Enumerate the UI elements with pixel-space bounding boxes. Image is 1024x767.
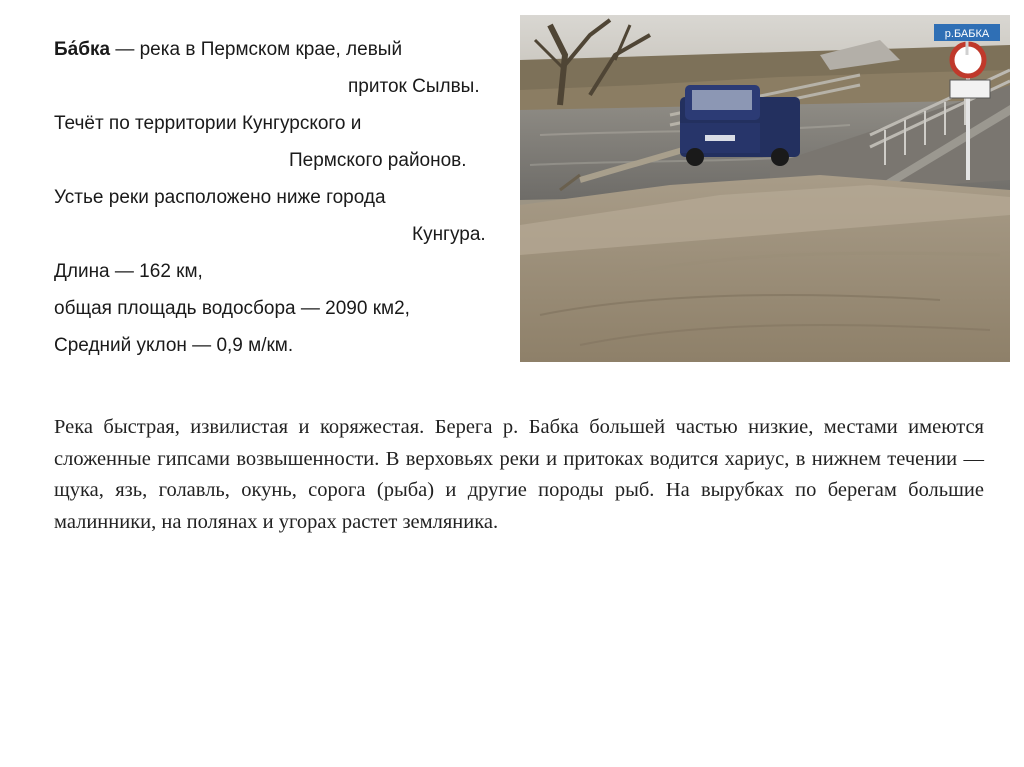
- info-line-5: Устье реки расположено ниже города: [54, 187, 386, 208]
- length-line: Длина — 162 км,: [54, 261, 203, 282]
- info-line-1: [54, 38, 402, 62]
- basin-area-line: общая площадь водосбора — 2090 км2,: [54, 298, 410, 319]
- slope-line: Средний уклон — 0,9 м/км.: [54, 335, 294, 356]
- river-sign-text: р.БАБКА: [944, 28, 990, 40]
- blue-truck-image: [680, 85, 800, 166]
- info-line-3: Течёт по территории Кунгурского и: [54, 113, 362, 134]
- river-description: Река быстрая, извилистая и коряжестая. Берега р. Бабка большей частью низкие, местами имеются сложенные гипсами возвышенности. В верховьях реки и притоках водится хариус, в нижнем течении — щука, язь, голавль, окунь, сорога (рыба) и другие породы рыб. На вырубках по берегам большие малинники, на полянах и угорах растет земляника.: [54, 416, 984, 533]
- river-name-title: Ба́бка: [54, 39, 111, 60]
- info-line-2: приток Сылвы.: [348, 76, 480, 97]
- info-line-6: Кунгура.: [412, 224, 486, 245]
- info-line-4: Пермского районов.: [289, 150, 467, 171]
- info-text: — река в Пермском крае, левый: [115, 39, 403, 60]
- river-crossing-photo: [520, 15, 1010, 362]
